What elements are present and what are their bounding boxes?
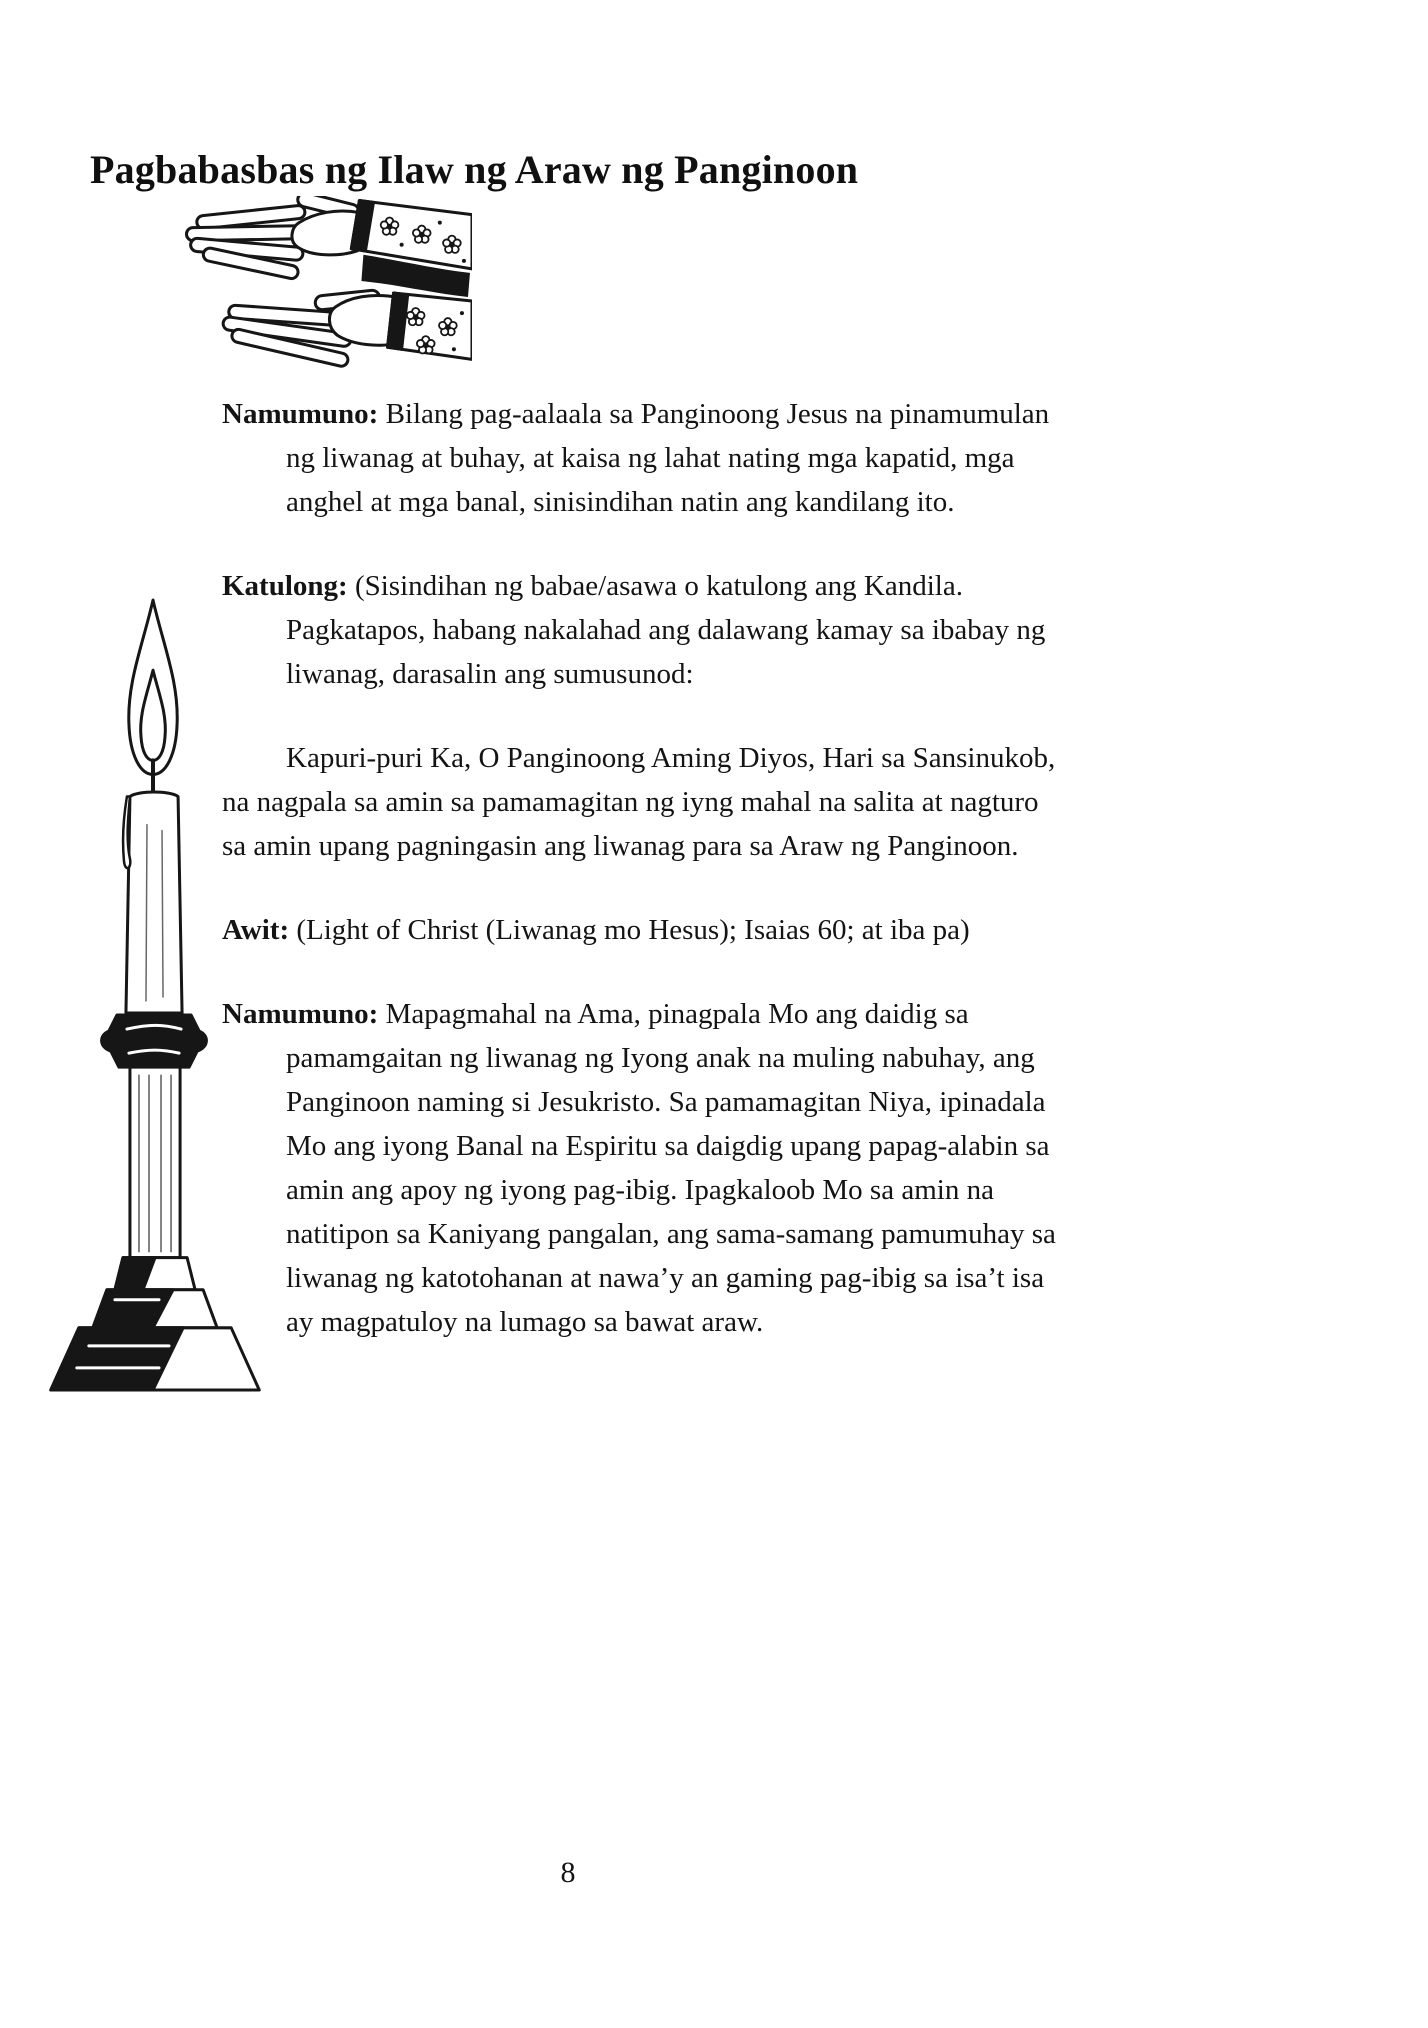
candlestick-column-shape — [130, 1067, 180, 1257]
page-title: Pagbabasbas ng Ilaw ng Araw ng Panginoon — [90, 147, 859, 192]
speaker-label: Namumuno: — [222, 998, 379, 1030]
page-number: 8 — [560, 1856, 576, 1889]
upper-hand-shape — [186, 196, 360, 280]
hands-illustration — [100, 196, 472, 388]
lower-hand-shape — [222, 290, 395, 368]
candle-body-shape — [123, 792, 182, 1013]
candlestick-collar-shape — [102, 1015, 207, 1067]
blessing-hands-icon — [100, 196, 472, 388]
dialogue-namumuno-2 — [222, 992, 1064, 1344]
dialogue-katulong — [222, 564, 1064, 696]
speaker-label: Katulong: — [222, 570, 348, 602]
dialogue-namumuno-1 — [222, 392, 1064, 524]
speaker-label: Namumuno: — [222, 398, 379, 430]
dialogue-text: Bilang pag-aalaala sa Panginoong Jesus na pinamumulan ng liwanag at buhay, at kaisa ng lahat nating mga kapatid, mga anghel at mga banal, sinisindihan natin ang kandilang ito. — [286, 398, 1050, 518]
dialogue-text: (Sisindihan ng babae/asawa o katulong ang Kandila. Pagkatapos, habang nakalahad ang dalawang kamay sa ibabay ng liwanag, darasalin ang sumusunod: — [286, 570, 1046, 690]
prayer-paragraph — [222, 736, 1064, 868]
dialogue-text: Mapagmahal na Ama, pinagpala Mo ang daidig sa pamamgaitan ng liwanag ng Iyong anak na muling nabuhay, ang Panginoon naming si Jesukristo. Sa pamamagitan Niya, ipinadala Mo ang iyong Banal na Espiritu sa daigdig upang papag-alabin sa amin ang apoy ng iyong pag-ibig. Ipagkaloob Mo sa amin na natitipon sa Kaniyang pangalan, ang sama-samang pamumuhay sa liwanag ng katotohanan at nawa’y an gaming pag-ibig sa isa’t isa ay magpatuloy na lumago sa bawat araw. — [286, 998, 1056, 1338]
content-column — [222, 392, 1064, 1384]
prayer-text: Kapuri-puri Ka, O Panginoong Aming Diyos, Hari sa Sansinukob, na nagpala sa amin sa pamamagitan ng iyng mahal na salita at nagturo sa amin upang pagningasin ang liwanag para sa Araw ng Panginoon. — [222, 742, 1056, 862]
dialogue-awit — [222, 908, 1064, 952]
dialogue-text: (Light of Christ (Liwanag mo Hesus); Isaias 60; at iba pa) — [296, 914, 970, 946]
flame-shape — [129, 600, 177, 796]
speaker-label: Awit: — [222, 914, 290, 946]
